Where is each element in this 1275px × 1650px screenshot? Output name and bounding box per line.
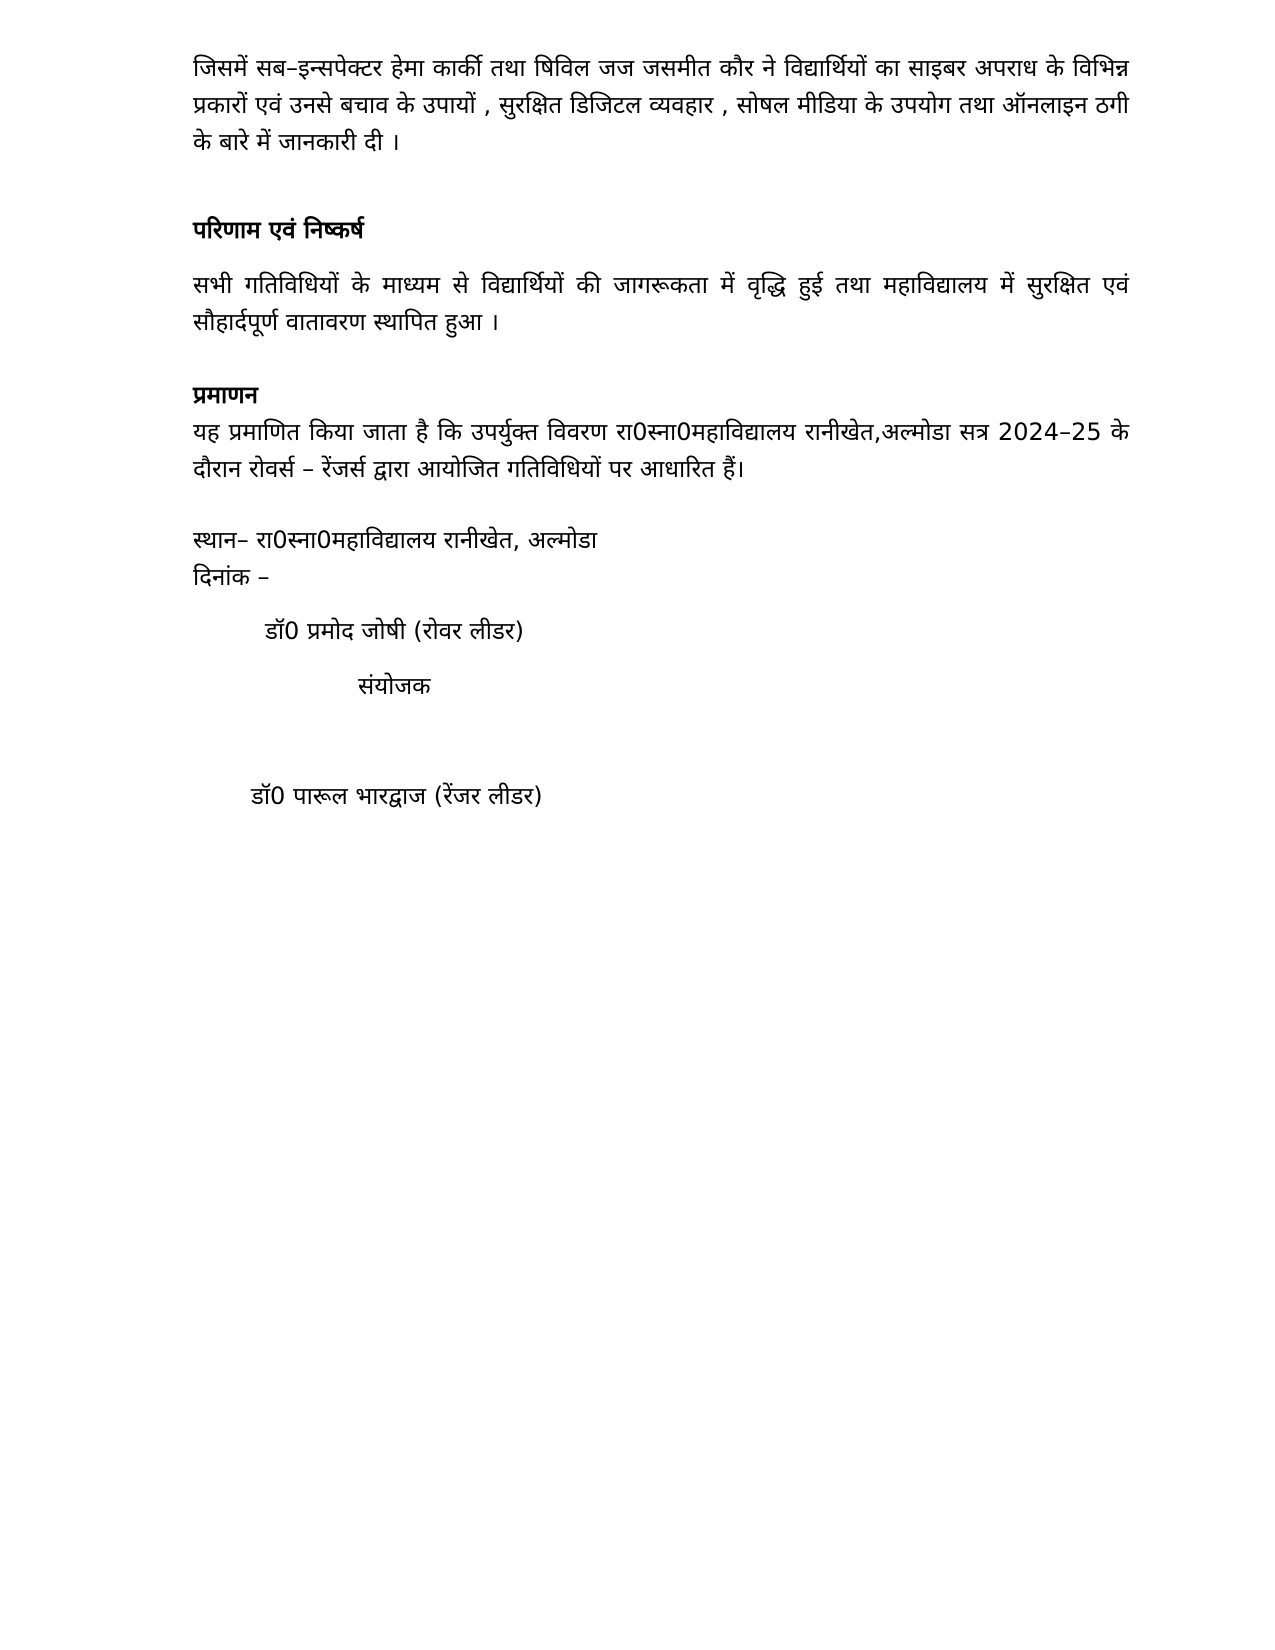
intro-paragraph: जिसमें सब–इन्सपेक्टर हेमा कार्की तथा षिविल जज जसमीत कौर ने विद्यार्थियों का साइबर अपराध के विभिन्न प्रकारों एवं उनसे बचाव के उपायों , सुरक्षित डिजिटल व्यवहार , सोषल मीडिया के उपयोग तथा ऑनलाइन ठगी के बारे में जानकारी दी । (193, 54, 1129, 156)
signatory-1-role: संयोजक (358, 672, 431, 700)
place-line: स्थान– रा0स्ना0महाविद्यालय रानीखेत, अल्मोडा (193, 526, 598, 554)
date-line: दिनांक – (193, 563, 270, 591)
certification-paragraph: यह प्रमाणित किया जाता है कि उपर्युक्त विवरण रा0स्ना0महाविद्यालय रानीखेत,अल्मोडा सत्र 2024–25 के दौरान रोवर्स – रेंजर्स द्वारा आयोजित गतिविधियों पर आधारित हैं। (193, 418, 1129, 483)
signatory-2-name: डॉ0 पारूल भारद्वाज (रेंजर लीडर) (251, 782, 543, 810)
signatory-1-name: डॉ0 प्रमोद जोषी (रोवर लीडर) (265, 617, 524, 645)
result-heading: परिणाम एवं निष्कर्ष (193, 216, 364, 244)
certification-heading: प्रमाणन (193, 381, 258, 409)
result-paragraph: सभी गतिविधियों के माध्यम से विद्यार्थियों की जागरूकता में वृद्धि हुई तथा महाविद्यालय में सुरक्षित एवं सौहार्दपूर्ण वातावरण स्थापित हुआ । (193, 271, 1129, 336)
